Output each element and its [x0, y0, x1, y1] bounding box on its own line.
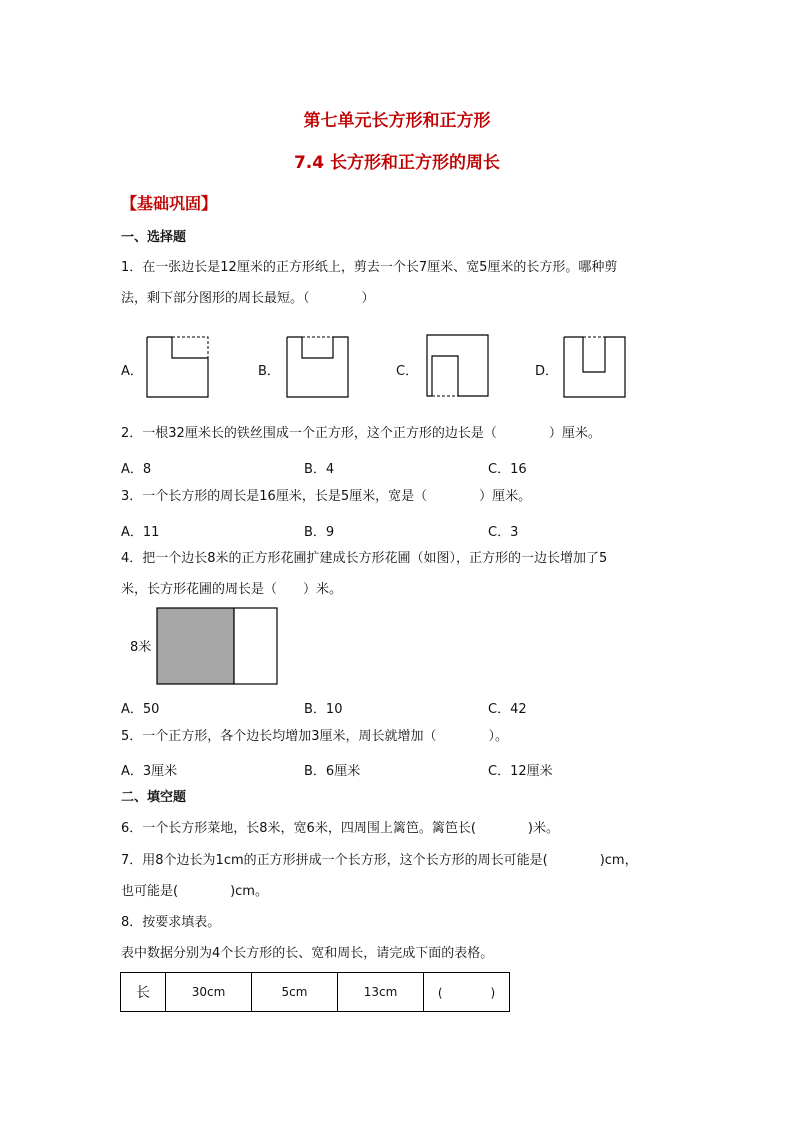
table-cell: 5cm [252, 973, 338, 1012]
table-cell: 长 [121, 973, 166, 1012]
q1-option-d[interactable]: D． [535, 364, 559, 379]
q4-figure [156, 607, 280, 687]
lesson-title: 7.4 长方形和正方形的周长 [293, 153, 501, 173]
table-row [121, 973, 510, 1012]
q4-line1: 4．把一个边长8米的正方形花圃扩建成长方形花圃（如图），正方形的一边长增加了5 [121, 551, 608, 566]
q4-option-c[interactable]: C．42 [488, 702, 527, 717]
q4-option-a[interactable]: A．50 [121, 702, 160, 717]
q3-option-b[interactable]: B．9 [304, 525, 335, 540]
shaded-square [157, 608, 234, 684]
q1-figure-b [286, 336, 350, 398]
q1-figure-a [146, 336, 210, 398]
q1-option-a[interactable]: A． [121, 364, 143, 379]
q3-option-c[interactable]: C．3 [488, 525, 519, 540]
table-cell-blank[interactable]: ( ) [424, 973, 510, 1012]
q2-option-b[interactable]: B．4 [304, 462, 335, 477]
q7-line2: 也可能是( )cm。 [121, 884, 268, 899]
unit-title: 第七单元长方形和正方形 [303, 111, 491, 131]
q1-option-c[interactable]: C． [396, 364, 419, 379]
q1-option-b[interactable]: B． [258, 364, 280, 379]
q4-figure-label: 8米 [130, 640, 152, 655]
q5-option-b[interactable]: B．6厘米 [304, 764, 361, 779]
q8-table [120, 972, 510, 1012]
q1-line1: 1．在一张边长是12厘米的正方形纸上，剪去一个长7厘米、宽5厘米的长方形。哪种剪 [121, 260, 618, 275]
q3-option-a[interactable]: A．11 [121, 525, 160, 540]
q8-title: 8．按要求填表。 [121, 915, 221, 930]
q4-option-b[interactable]: B．10 [304, 702, 343, 717]
table-cell: 13cm [338, 973, 424, 1012]
q5-text: 5．一个正方形，各个边长均增加3厘米，周长就增加（ ）。 [121, 729, 509, 744]
q8-desc: 表中数据分别为4个长方形的长、宽和周长，请完成下面的表格。 [121, 946, 494, 961]
q3-text: 3．一个长方形的周长是16厘米，长是5厘米，宽是（ ）厘米。 [121, 489, 532, 504]
q7-line1: 7．用8个边长为1cm的正方形拼成一个长方形，这个长方形的周长可能是( )cm， [121, 853, 638, 868]
q5-option-c[interactable]: C．12厘米 [488, 764, 553, 779]
q2-option-c[interactable]: C．16 [488, 462, 527, 477]
q4-line2: 米，长方形花圃的周长是（ ）米。 [121, 582, 343, 597]
table-cell: 30cm [166, 973, 252, 1012]
part2-heading: 二、填空题 [121, 790, 187, 805]
q6-text: 6．一个长方形菜地，长8米，宽6米，四周围上篱笆。篱笆长( )米。 [121, 821, 559, 836]
q2-option-a[interactable]: A．8 [121, 462, 152, 477]
q2-text: 2．一根32厘米长的铁丝围成一个正方形，这个正方形的边长是（ ）厘米。 [121, 426, 601, 441]
q5-option-a[interactable]: A．3厘米 [121, 764, 178, 779]
q1-figure-d [563, 336, 627, 398]
q1-figure-c [426, 334, 490, 398]
section-label: 【基础巩固】 [121, 194, 218, 213]
part1-heading: 一、选择题 [121, 230, 187, 245]
extension-rect [234, 608, 277, 684]
q1-line2: 法，剩下部分图形的周长最短。（ ） [121, 291, 375, 306]
